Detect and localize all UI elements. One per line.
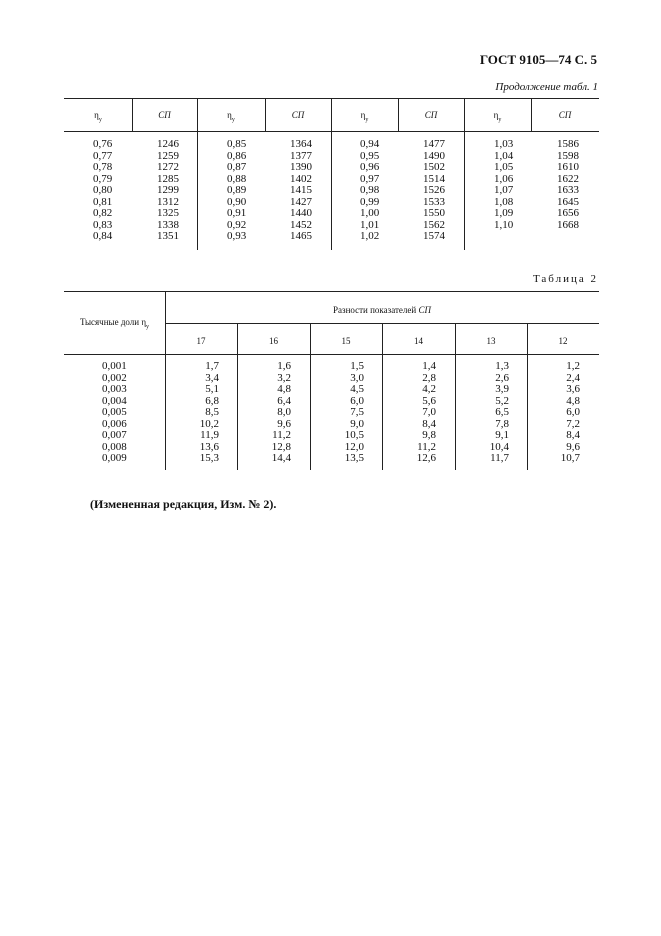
table-cell: 0,85 (227, 138, 247, 150)
table-cell: 8,5 (205, 406, 219, 418)
table2-col-header: 15 (341, 336, 351, 346)
table-cell: 13,5 (344, 452, 364, 464)
table-cell: 1526 (423, 184, 445, 196)
table-cell: 1656 (557, 207, 579, 219)
table-cell: 1,05 (494, 161, 514, 173)
table-cell: 4,2 (422, 383, 436, 395)
table2-col-header: 12 (558, 336, 568, 346)
table-cell: 1427 (290, 195, 312, 208)
table-cell: 12,6 (416, 452, 436, 464)
table-cell: 1598 (557, 149, 579, 162)
table-cell: 1325 (157, 207, 179, 219)
table-cell: 1246 (157, 138, 179, 150)
table-cell: 1633 (557, 184, 579, 196)
table-cell: 14,4 (271, 452, 291, 464)
table-cell: 0,96 (360, 161, 380, 173)
table-cell: 3,6 (566, 383, 580, 395)
table-cell: 4,8 (566, 394, 580, 407)
table-cell: 7,5 (350, 406, 364, 418)
table-cell: 10,5 (344, 429, 364, 441)
table-cell: 1,04 (494, 149, 514, 162)
table-cell: 1,7 (205, 360, 219, 372)
table-cell: 4,8 (277, 383, 291, 395)
table1-header-cp: СП (291, 110, 305, 120)
table2-group-header: Разности показателей СП (333, 305, 431, 315)
table-cell: 0,87 (227, 161, 247, 173)
table2-value-column (272, 361, 291, 465)
table-cell: 7,0 (422, 406, 436, 418)
table-cell: 0,84 (93, 230, 113, 242)
table1-header-eta: $\eta_у$ (94, 110, 102, 123)
table1-header-cp: СП (424, 110, 438, 120)
table2-caption: Таблица 2 (532, 273, 598, 285)
table-cell: 6,0 (350, 394, 364, 407)
table-cell: 8,4 (422, 417, 436, 430)
table2-value-column (345, 361, 364, 465)
table-cell: 6,0 (566, 406, 580, 418)
table2-value-column (417, 361, 436, 465)
table-cell: 1533 (423, 195, 445, 208)
table2-col-header: 17 (196, 336, 206, 346)
table-cell: 2,8 (422, 371, 436, 384)
table-cell: 1,4 (422, 360, 436, 372)
table-cell: 0,003 (102, 383, 127, 395)
table-cell: 1452 (290, 218, 312, 231)
table1-cp-column (557, 139, 579, 231)
table1-header-cp: СП (158, 110, 171, 120)
table-cell: 1415 (290, 184, 312, 196)
table1-cp-column (423, 139, 445, 243)
table-cell: 15,3 (199, 452, 219, 464)
table-cell: 8,0 (277, 406, 291, 418)
continuation-label: Продолжение табл. 1 (495, 81, 598, 93)
table-cell: 1,02 (360, 230, 380, 242)
table2-row-labels (102, 361, 127, 465)
table-cell: 5,1 (205, 383, 219, 395)
table-cell: 1490 (423, 149, 445, 162)
table1-cp-column (290, 139, 312, 243)
table-cell: 1,5 (350, 360, 364, 372)
table-cell: 11,2 (417, 440, 436, 453)
table1-header-eta: $\eta_у$ (493, 110, 502, 123)
table-cell: 1502 (423, 161, 445, 173)
table-cell: 1,03 (494, 138, 514, 150)
table-cell: 2,6 (495, 371, 509, 384)
table-cell: 1514 (423, 172, 445, 185)
table-cell: 11,9 (200, 429, 219, 441)
table-cell: 12,0 (344, 440, 364, 453)
table-cell: 0,78 (93, 161, 113, 173)
table1-eta-column (227, 139, 246, 243)
table-cell: 1622 (557, 172, 579, 185)
table-cell: 1,09 (494, 207, 514, 219)
table-cell: 1440 (290, 207, 312, 219)
table-cell: 6,8 (205, 394, 219, 407)
table-cell: 3,2 (277, 371, 291, 384)
table1-eta-column (494, 139, 513, 231)
table-cell: 3,4 (205, 371, 219, 384)
table-cell: 10,4 (489, 440, 509, 453)
table-cell: 1645 (557, 195, 579, 208)
table-cell: 13,6 (199, 440, 219, 453)
table-cell: 11,7 (490, 452, 509, 464)
table-cell: 1465 (290, 230, 312, 242)
table-cell: 1,00 (360, 207, 380, 219)
table1-header-cp: СП (558, 110, 572, 120)
table-cell: 9,6 (566, 440, 580, 453)
amendment-note: (Измененная редакция, Изм. № 2). (90, 497, 277, 511)
table2-col-header: 14 (414, 336, 423, 346)
table-cell: 4,5 (350, 383, 364, 395)
table-cell: 6,4 (277, 394, 291, 407)
table-cell: 0,006 (102, 417, 127, 430)
table2-top-rule (64, 291, 599, 292)
table-cell: 1364 (290, 138, 312, 150)
table-cell: 0,82 (93, 207, 113, 219)
table-cell: 1402 (290, 172, 312, 185)
table-cell: 1,06 (494, 172, 514, 185)
table2-value-column (561, 361, 580, 465)
table-cell: 0,007 (102, 429, 127, 441)
table-cell: 1312 (157, 195, 179, 208)
table2-col-header: 16 (269, 336, 278, 346)
table2-value-column (490, 361, 509, 465)
table-cell: 0,98 (360, 184, 380, 196)
table1-cp-column (157, 139, 179, 243)
table-cell: 1,3 (495, 360, 509, 372)
table-cell: 0,97 (360, 172, 380, 185)
table-cell: 1562 (423, 218, 445, 231)
table-cell: 1351 (157, 230, 179, 242)
table-cell: 3,9 (495, 383, 509, 395)
table-cell: 5,2 (495, 394, 509, 407)
table-cell: 0,93 (227, 230, 247, 242)
table1-header-eta: $\eta_у$ (360, 110, 369, 123)
table2-header-rule (64, 354, 599, 355)
table-cell: 3,0 (350, 371, 364, 384)
table-cell: 9,8 (422, 429, 436, 441)
table-cell: 0,002 (102, 371, 127, 384)
table-cell: 6,5 (495, 406, 509, 418)
table-cell: 8,4 (566, 429, 580, 441)
table-cell: 0,90 (227, 195, 247, 208)
table-cell: 1477 (423, 138, 445, 150)
table-cell: 0,001 (102, 360, 127, 372)
page-header: ГОСТ 9105—74 С. 5 (479, 52, 597, 67)
table-cell: 11,2 (272, 429, 291, 441)
table-cell: 0,009 (102, 452, 127, 464)
table-cell: 1,07 (494, 184, 514, 196)
table-cell: 1610 (557, 161, 579, 173)
table-cell: 1,10 (494, 218, 514, 231)
table-cell: 1338 (157, 218, 179, 231)
table1-eta-column (93, 139, 112, 243)
table-cell: 7,8 (495, 417, 509, 430)
table-cell: 1574 (423, 230, 445, 242)
table-cell: 0,95 (360, 149, 380, 162)
table-cell: 0,76 (93, 138, 113, 150)
table2-value-column (200, 361, 219, 465)
table-cell: 1272 (157, 161, 179, 173)
table-cell: 10,7 (560, 452, 580, 464)
table-cell: 0,99 (360, 195, 380, 208)
table-cell: 1668 (557, 218, 579, 231)
table-cell: 0,92 (227, 218, 247, 231)
table-cell: 0,005 (102, 406, 127, 418)
table-cell: 0,86 (227, 149, 247, 162)
table-cell: 0,83 (93, 218, 113, 231)
table-cell: 1,2 (566, 360, 580, 372)
table-cell: 1390 (290, 161, 312, 173)
table-cell: 1299 (157, 184, 179, 196)
table-cell: 10,2 (199, 417, 219, 430)
table-cell: 1,08 (494, 195, 514, 208)
table-cell: 0,77 (93, 149, 113, 162)
table-cell: 0,88 (227, 172, 247, 185)
table-cell: 0,008 (102, 440, 127, 453)
table-cell: 5,6 (422, 394, 436, 407)
table2-row-header: Тысячные доли $\eta_у$ (79, 317, 150, 330)
table-cell: 0,79 (93, 172, 113, 185)
table-cell: 12,8 (271, 440, 291, 453)
table-cell: 0,004 (102, 394, 127, 407)
table-cell: 1550 (423, 207, 445, 219)
table-cell: 0,80 (93, 184, 113, 196)
table-cell: 9,0 (350, 417, 364, 430)
table2-col-header: 13 (486, 336, 496, 346)
table-cell: 0,91 (227, 207, 247, 219)
table-cell: 1285 (157, 172, 179, 185)
table-cell: 1,6 (277, 360, 291, 372)
table1-eta-column (360, 139, 379, 243)
table-cell: 1,01 (360, 218, 380, 231)
table-cell: 9,1 (495, 429, 509, 441)
table-cell: 1259 (157, 149, 179, 162)
table-cell: 1586 (557, 138, 579, 150)
table2-label-divider (165, 291, 166, 470)
table-cell: 0,94 (360, 138, 380, 150)
table-cell: 1377 (290, 149, 312, 162)
table1-header-eta: $\eta_у$ (227, 110, 235, 123)
table-cell: 2,4 (566, 371, 580, 384)
table-cell: 0,81 (93, 195, 113, 208)
table-cell: 7,2 (566, 417, 580, 430)
table-cell: 0,89 (227, 184, 247, 196)
table-cell: 9,6 (277, 417, 291, 430)
